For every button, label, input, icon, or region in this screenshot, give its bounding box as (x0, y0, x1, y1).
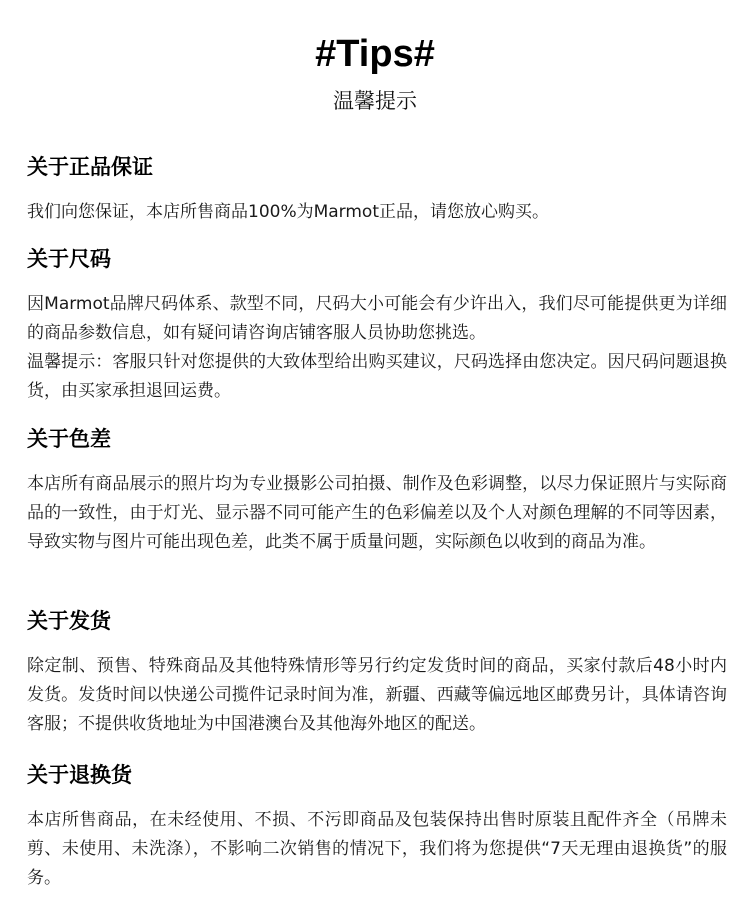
section-shipping (27, 606, 727, 739)
section-paragraph: 本店所售商品，在未经使用、不损、不污即商品及包装保持出售时原装且配件齐全（吊牌未剪、未使用、未洗涤），不影响二次销售的情况下，我们将为您提供“7天无理由退换货”的服务。 (27, 810, 727, 888)
section-heading: 关于色差 (27, 427, 111, 451)
section-paragraph: 因Marmot品牌尺码体系、款型不同，尺码大小可能会有少许出入，我们尽可能提供更为详细的商品参数信息，如有疑问请咨询店铺客服人员协助您挑选。 (27, 294, 727, 343)
section-paragraph: 温馨提示：客服只针对您提供的大致体型给出购买建议，尺码选择由您决定。因尺码问题退换货，由买家承担退回运费。 (27, 352, 727, 401)
section-body (27, 652, 727, 739)
section-heading: 关于发货 (27, 609, 111, 633)
section-heading: 关于正品保证 (27, 155, 153, 179)
section-heading: 关于尺码 (27, 247, 111, 271)
section-heading: 关于退换货 (27, 763, 132, 787)
page-title: #Tips# (315, 33, 435, 75)
section-body (27, 806, 727, 893)
section-paragraph: 我们向您保证，本店所售商品100%为Marmot正品，请您放心购买。 (27, 202, 550, 222)
section-color-difference (27, 424, 727, 557)
section-paragraph: 除定制、预售、特殊商品及其他特殊情形等另行约定发货时间的商品，买家付款后48小时内发货。发货时间以快递公司揽件记录时间为准，新疆、西藏等偏远地区邮费另计，具体请咨询客服；不提供收货地址为中国港澳台及其他海外地区的配送。 (27, 656, 727, 734)
page-subtitle: 温馨提示 (333, 89, 417, 113)
section-authenticity (27, 152, 727, 227)
section-body (27, 470, 727, 557)
section-body (27, 290, 727, 406)
section-paragraph: 本店所有商品展示的照片均为专业摄影公司拍摄、制作及色彩调整，以尽力保证照片与实际商品的一致性，由于灯光、显示器不同可能产生的色彩偏差以及个人对颜色理解的不同等因素，导致实物与图片可能出现色差，此类不属于质量问题，实际颜色以收到的商品为准。 (27, 474, 727, 552)
section-size (27, 244, 727, 406)
section-body (27, 198, 727, 227)
section-returns (27, 760, 727, 893)
